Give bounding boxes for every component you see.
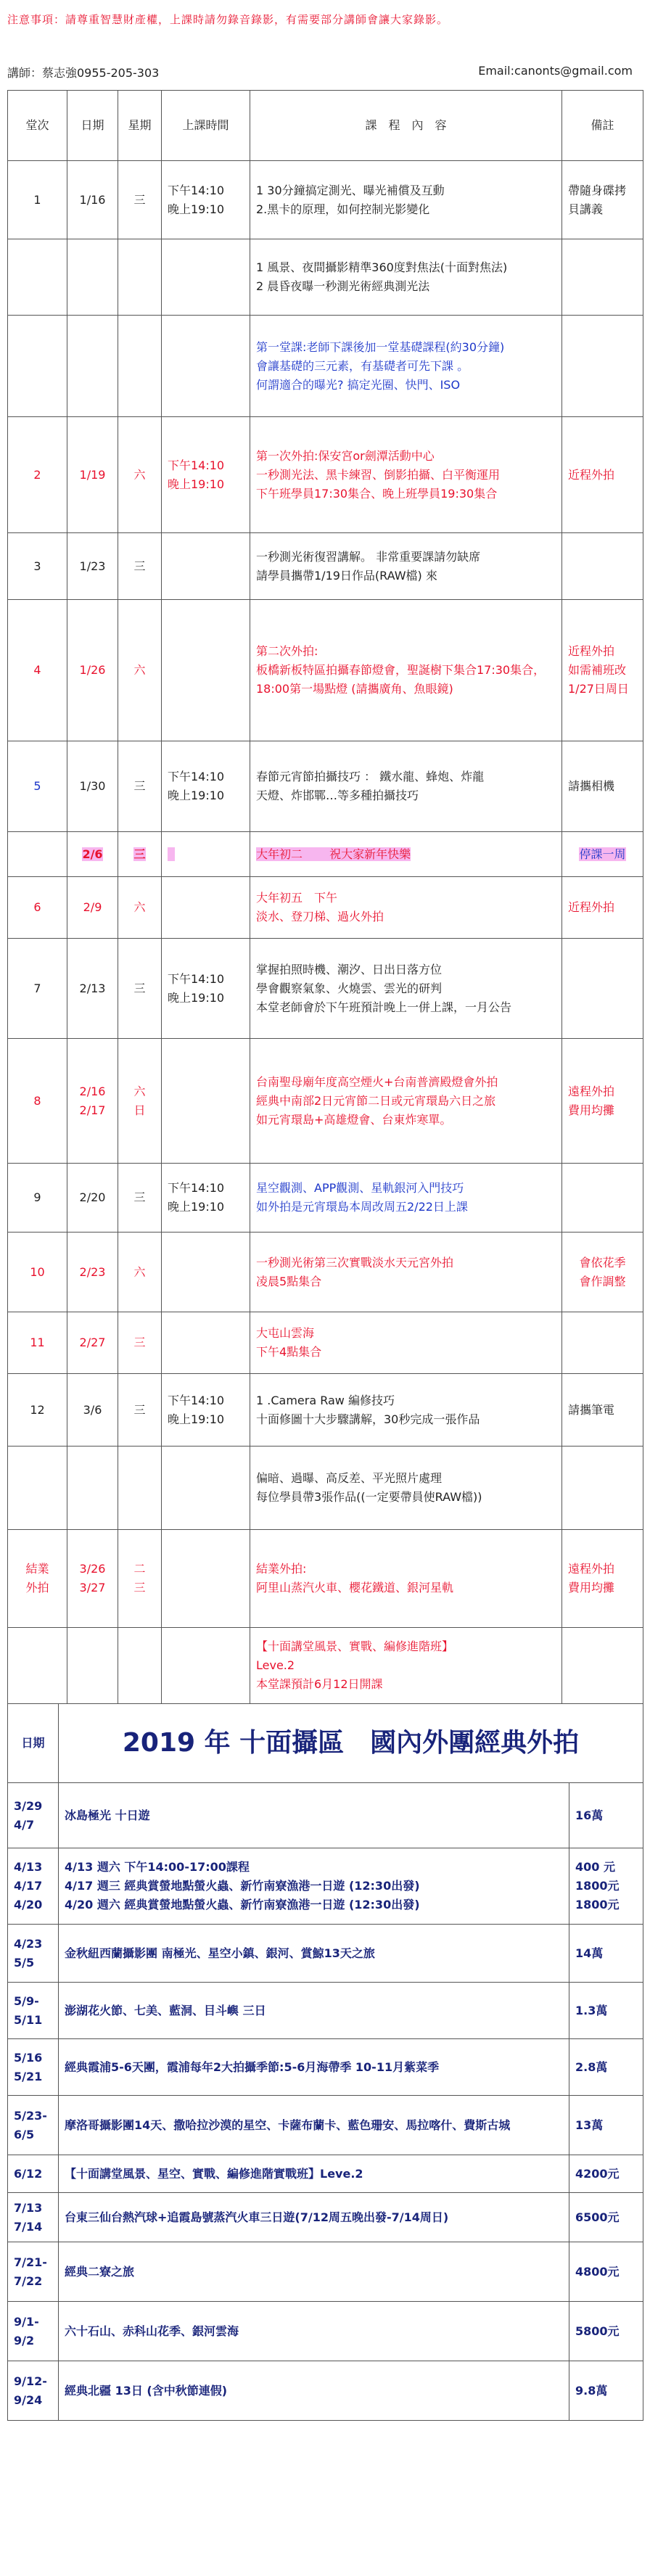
cell-content: 第一次外拍:保安宮or劍潭活動中心 一秒測光法、黑卡練習、倒影拍攝、白平衡運用 下午班學員17:30集合、晚上班學員19:30集合 xyxy=(250,417,562,533)
contact-line xyxy=(7,64,638,81)
cell-session: 6 xyxy=(8,877,67,939)
cell-weekday: 三 xyxy=(118,161,162,239)
trips-title: 2019 年 十面攝區 國內外團經典外拍 xyxy=(59,1704,643,1783)
trip-date: 3/29 4/7 xyxy=(8,1783,59,1848)
trip-desc: 經典二寮之旅 xyxy=(59,2242,569,2302)
cell-session: 3 xyxy=(8,533,67,600)
header-time: 上課時間 xyxy=(162,91,250,161)
trip-price: 9.8萬 xyxy=(569,2361,643,2421)
teacher-phone: 講師：蔡志強0955-205-303 xyxy=(7,66,160,80)
trip-row xyxy=(8,1783,643,1848)
cell-content: 一秒測光術第三次實戰淡水天元宮外拍 凌晨5點集合 xyxy=(250,1233,562,1312)
trips-date-header: 日期 xyxy=(8,1704,59,1783)
table-row xyxy=(8,533,643,600)
cell-date: 2/27 xyxy=(67,1312,118,1374)
cell-note: 請攜筆電 xyxy=(562,1374,643,1447)
header-content: 課 程 內 容 xyxy=(250,91,562,161)
cell-session: 8 xyxy=(8,1039,67,1164)
teacher-email[interactable]: Email:canonts@gmail.com xyxy=(478,64,633,78)
trip-row xyxy=(8,2193,643,2242)
cell-session: 4 xyxy=(8,600,67,741)
cell-date: 3/6 xyxy=(67,1374,118,1447)
cell-weekday: 三 xyxy=(118,832,162,877)
header-session: 堂次 xyxy=(8,91,67,161)
cell-content: 大年初二 祝大家新年快樂 xyxy=(250,832,562,877)
cell-content: 1 30分鐘搞定測光、曝光補償及互動 2.黑卡的原理，如何控制光影變化 xyxy=(250,161,562,239)
trip-desc: 金秋紐西蘭攝影團 南極光、星空小鎮、銀河、賞鯨13天之旅 xyxy=(59,1925,569,1983)
cell-session: 2 xyxy=(8,417,67,533)
cell-weekday: 二 三 xyxy=(118,1530,162,1628)
trips-table xyxy=(7,1703,643,2421)
table-row xyxy=(8,316,643,417)
trip-price: 2.8萬 xyxy=(569,2039,643,2096)
cell-date: 2/6 xyxy=(67,832,118,877)
cell-weekday: 三 xyxy=(118,533,162,600)
trip-desc: 【十面講堂風景、星空、實戰、編修進階實戰班】Leve.2 xyxy=(59,2155,569,2193)
cell-date: 1/23 xyxy=(67,533,118,600)
trip-row xyxy=(8,1983,643,2039)
cell-weekday: 三 xyxy=(118,1312,162,1374)
trip-row xyxy=(8,1848,643,1925)
trip-date: 7/13 7/14 xyxy=(8,2193,59,2242)
table-row xyxy=(8,1374,643,1447)
cell-weekday: 三 xyxy=(118,741,162,832)
cell-content: 1 .Camera Raw 編修技巧 十面修圖十大步驟講解，30秒完成一張作品 xyxy=(250,1374,562,1447)
trip-desc: 六十石山、赤科山花季、銀河雲海 xyxy=(59,2302,569,2361)
table-row xyxy=(8,877,643,939)
trip-desc: 摩洛哥攝影團14天、撒哈拉沙漠的星空、卡薩布蘭卡、藍色珊安、馬拉喀什、費斯古城 xyxy=(59,2096,569,2155)
header-weekday: 星期 xyxy=(118,91,162,161)
cell-note: 近程外拍 如需補班改1/27日周日 xyxy=(562,600,643,741)
cell-time: 下午14:10 晚上19:10 xyxy=(162,939,250,1039)
table-row xyxy=(8,939,643,1039)
trip-row xyxy=(8,2039,643,2096)
cell-content: 大年初五 下午 淡水、登刀梯、過火外拍 xyxy=(250,877,562,939)
cell-date: 1/30 xyxy=(67,741,118,832)
trip-date: 7/21- 7/22 xyxy=(8,2242,59,2302)
trip-date: 9/1- 9/2 xyxy=(8,2302,59,2361)
cell-content: 大屯山雲海 下午4點集合 xyxy=(250,1312,562,1374)
cell-weekday: 六 xyxy=(118,417,162,533)
table-row xyxy=(8,1530,643,1628)
trip-desc: 冰島極光 十日遊 xyxy=(59,1783,569,1848)
cell-content: 一秒測光術復習講解。 非常重要課請勿缺席 請學員攜帶1/19日作品(RAW檔) 來 xyxy=(250,533,562,600)
trip-date: 9/12- 9/24 xyxy=(8,2361,59,2421)
course-schedule-table xyxy=(7,90,643,1704)
cell-weekday: 三 xyxy=(118,939,162,1039)
trip-row xyxy=(8,2361,643,2421)
cell-content: 掌握拍照時機、潮汐、日出日落方位 學會觀察氣象、火燒雲、雲光的研判 本堂老師會於下午班預計晚上一併上課，一月公告 xyxy=(250,939,562,1039)
cell-note: 帶隨身碟拷貝講義 xyxy=(562,161,643,239)
trip-price: 16萬 xyxy=(569,1783,643,1848)
trip-row xyxy=(8,1925,643,1983)
cell-session: 10 xyxy=(8,1233,67,1312)
table-row xyxy=(8,1312,643,1374)
header-date: 日期 xyxy=(67,91,118,161)
cell-session: 1 xyxy=(8,161,67,239)
trip-price: 1.3萬 xyxy=(569,1983,643,2039)
cell-date: 1/16 xyxy=(67,161,118,239)
cell-content: 第一堂課:老師下課後加一堂基礎課程(約30分鐘) 會讓基礎的三元素，有基礎者可先下課 。 何謂適合的曝光? 搞定光圈、快門、ISO xyxy=(250,316,562,417)
cell-note: 遠程外拍 費用均攤 xyxy=(562,1039,643,1164)
cell-date: 2/13 xyxy=(67,939,118,1039)
cell-note: 請攜相機 xyxy=(562,741,643,832)
cell-time xyxy=(162,832,250,877)
trip-desc: 4/13 週六 下午14:00-17:00課程 4/17 週三 經典賞螢地點螢火蟲、新竹南寮漁港一日遊 (12:30出發) 4/20 週六 經典賞螢地點螢火蟲、新竹南寮漁港一日遊 (12:30出發) xyxy=(59,1848,569,1925)
cell-time: 下午14:10 晚上19:10 xyxy=(162,741,250,832)
cell-note: 停課一周 xyxy=(562,832,643,877)
cell-content: 結業外拍: 阿里山蒸汽火車、櫻花鐵道、銀河星軌 xyxy=(250,1530,562,1628)
cell-content: 1 風景、夜間攝影精準360度對焦法(十面對焦法) 2 晨昏夜曝一秒測光術經典測光法 xyxy=(250,239,562,316)
table-row xyxy=(8,1628,643,1704)
cell-weekday: 六 xyxy=(118,877,162,939)
cell-time: 下午14:10 晚上19:10 xyxy=(162,161,250,239)
table-row xyxy=(8,741,643,832)
cell-date: 2/23 xyxy=(67,1233,118,1312)
trips-header-row xyxy=(8,1704,643,1783)
cell-session: 結業 外拍 xyxy=(8,1530,67,1628)
cell-session: 7 xyxy=(8,939,67,1039)
table-row xyxy=(8,1233,643,1312)
trip-row xyxy=(8,2302,643,2361)
cell-note: 會依花季 會作調整 xyxy=(562,1233,643,1312)
cell-session: 5 xyxy=(8,741,67,832)
table-row xyxy=(8,1164,643,1233)
trip-price: 400 元 1800元 1800元 xyxy=(569,1848,643,1925)
cell-date: 2/9 xyxy=(67,877,118,939)
table-row xyxy=(8,1447,643,1530)
cell-session: 11 xyxy=(8,1312,67,1374)
trip-price: 14萬 xyxy=(569,1925,643,1983)
cell-content: 第二次外拍: 板橋新板特區拍攝春節燈會，聖誕樹下集合17:30集合，18:00第一場點燈 (請攜廣角、魚眼鏡) xyxy=(250,600,562,741)
notice-text: 注意事項：請尊重智慧財產權，上課時請勿錄音錄影，有需要部分講師會讓大家錄影。 xyxy=(7,13,449,26)
trip-date: 4/23 5/5 xyxy=(8,1925,59,1983)
cell-session: 12 xyxy=(8,1374,67,1447)
table-row xyxy=(8,161,643,239)
trip-date: 5/16 5/21 xyxy=(8,2039,59,2096)
header-note: 備註 xyxy=(562,91,643,161)
trip-date: 6/12 xyxy=(8,2155,59,2193)
table-row-holiday xyxy=(8,832,643,877)
trip-desc: 澎湖花火節、七美、藍洞、目斗嶼 三日 xyxy=(59,1983,569,2039)
cell-date: 1/26 xyxy=(67,600,118,741)
cell-note: 遠程外拍 費用均攤 xyxy=(562,1530,643,1628)
cell-content: 台南聖母廟年度高空煙火+台南普濟殿燈會外拍 經典中南部2日元宵節二日或元宵環島六日之旅 如元宵環島+高雄燈會、台東炸寒單。 xyxy=(250,1039,562,1164)
cell-date: 3/26 3/27 xyxy=(67,1530,118,1628)
trip-price: 13萬 xyxy=(569,2096,643,2155)
trip-price: 5800元 xyxy=(569,2302,643,2361)
cell-session: 9 xyxy=(8,1164,67,1233)
cell-note: 近程外拍 xyxy=(562,877,643,939)
trip-date: 4/13 4/17 4/20 xyxy=(8,1848,59,1925)
cell-date: 2/16 2/17 xyxy=(67,1039,118,1164)
trip-desc: 經典霞浦5-6天團，霞浦每年2大拍攝季節:5-6月海帶季 10-11月紫菜季 xyxy=(59,2039,569,2096)
cell-weekday: 六 xyxy=(118,1233,162,1312)
cell-content: 【十面講堂風景、實戰、編修進階班】 Leve.2 本堂課預計6月12日開課 xyxy=(250,1628,562,1704)
table-row xyxy=(8,239,643,316)
cell-content: 星空觀測、APP觀測、星軌銀河入門技巧 如外拍是元宵環島本周改周五2/22日上課 xyxy=(250,1164,562,1233)
cell-content: 偏暗、過曝、高反差、平光照片處理 每位學員帶3張作品((一定要帶員使RAW檔)) xyxy=(250,1447,562,1530)
table-header-row xyxy=(8,91,643,161)
trip-desc: 經典北疆 13日 (含中秋節連假) xyxy=(59,2361,569,2421)
cell-weekday: 三 xyxy=(118,1164,162,1233)
trip-price: 4200元 xyxy=(569,2155,643,2193)
table-row xyxy=(8,600,643,741)
cell-weekday: 六 日 xyxy=(118,1039,162,1164)
cell-time: 下午14:10 晚上19:10 xyxy=(162,1374,250,1447)
trip-row xyxy=(8,2242,643,2302)
cell-weekday: 六 xyxy=(118,600,162,741)
table-row xyxy=(8,417,643,533)
trip-desc: 台東三仙台熱汽球+追霞島號蒸汽火車三日遊(7/12周五晚出發-7/14周日) xyxy=(59,2193,569,2242)
trip-price: 4800元 xyxy=(569,2242,643,2302)
table-row xyxy=(8,1039,643,1164)
trip-price: 6500元 xyxy=(569,2193,643,2242)
trip-date: 5/9- 5/11 xyxy=(8,1983,59,2039)
cell-date: 1/19 xyxy=(67,417,118,533)
cell-date: 2/20 xyxy=(67,1164,118,1233)
trip-date: 5/23- 6/5 xyxy=(8,2096,59,2155)
trip-row xyxy=(8,2096,643,2155)
cell-note: 近程外拍 xyxy=(562,417,643,533)
cell-time: 下午14:10 晚上19:10 xyxy=(162,417,250,533)
cell-weekday: 三 xyxy=(118,1374,162,1447)
trip-row xyxy=(8,2155,643,2193)
cell-time: 下午14:10 晚上19:10 xyxy=(162,1164,250,1233)
cell-content: 春節元宵節拍攝技巧 ： 鐵水龍、蜂炮、炸龍 天燈、炸邯鄲…等多種拍攝技巧 xyxy=(250,741,562,832)
